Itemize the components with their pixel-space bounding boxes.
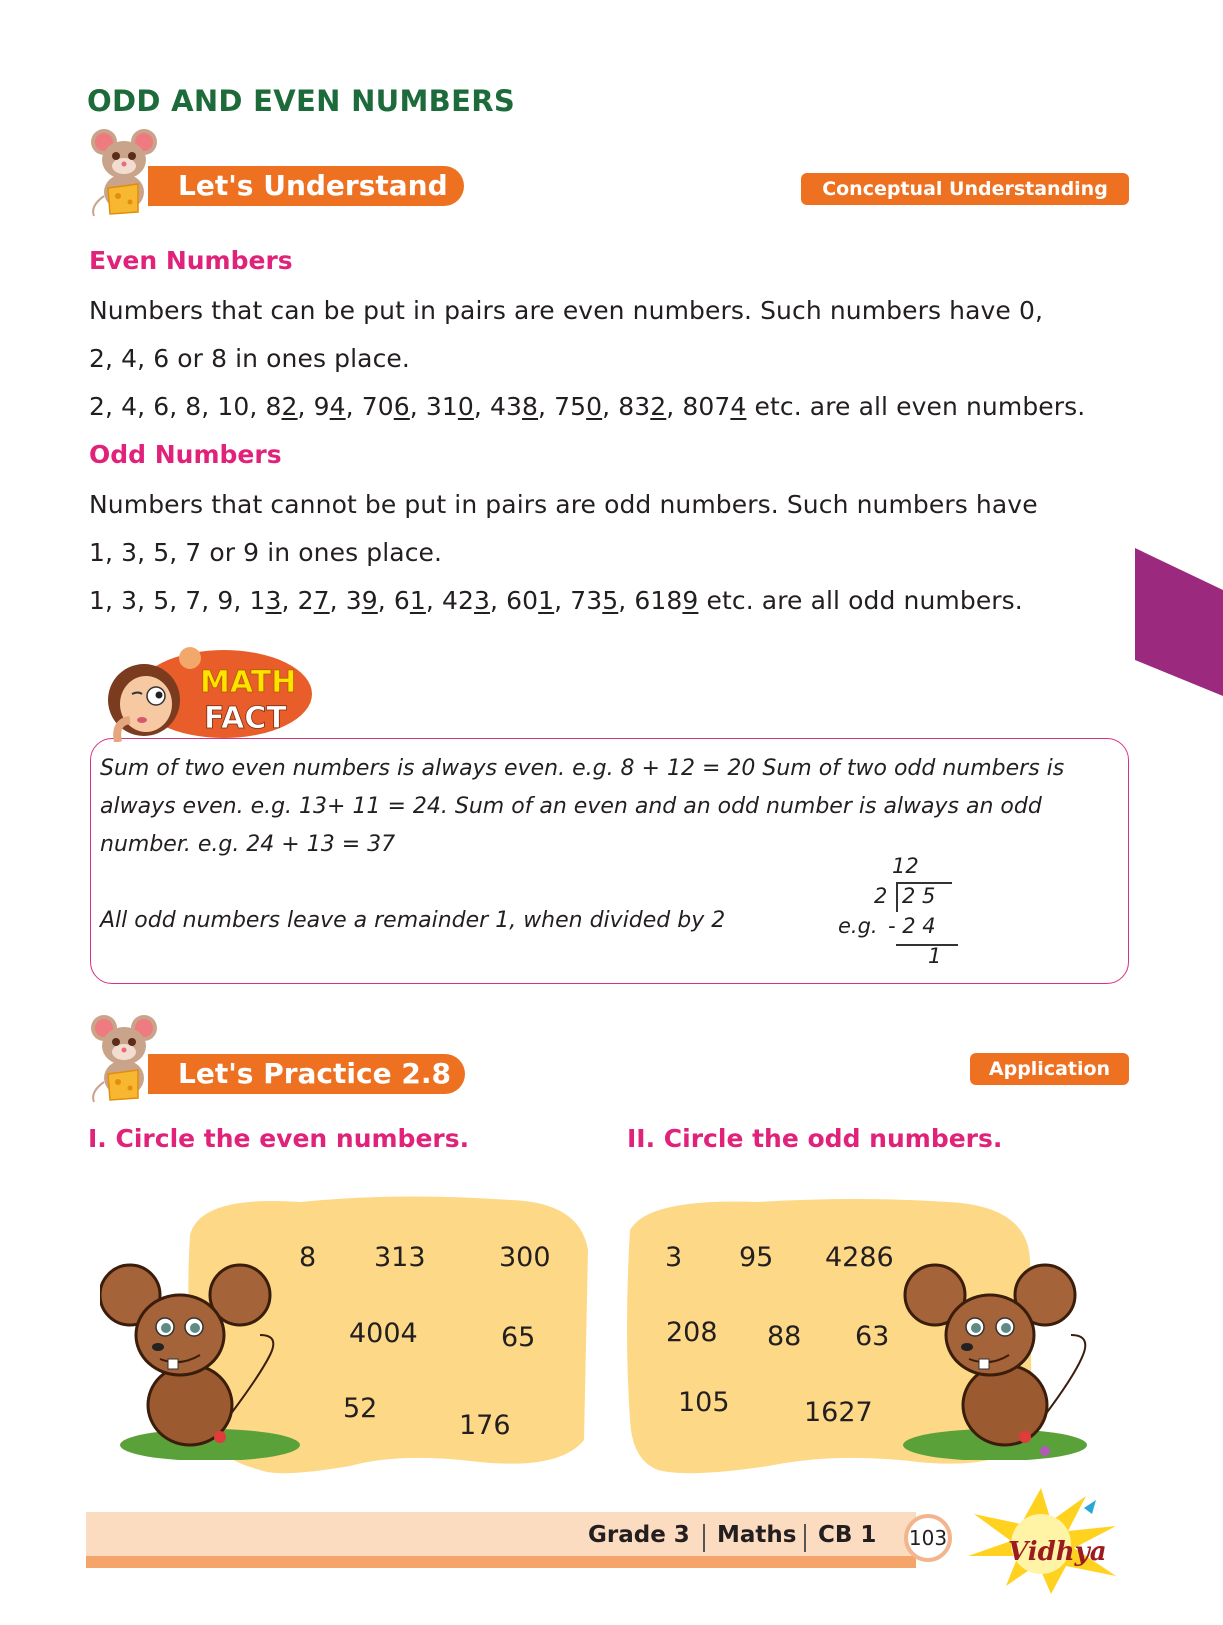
mouse-with-cheese-icon <box>86 1012 166 1104</box>
number-option[interactable]: 3 <box>665 1242 683 1273</box>
fact-line-1: Sum of two even numbers is always even. e.g. 8 + 12 = 20 Sum of two odd numbers is <box>100 756 1065 781</box>
svg-text:FACT: FACT <box>204 701 287 736</box>
lets-understand-banner <box>148 166 464 206</box>
odd-definition-line-1: Numbers that cannot be put in pairs are odd numbers. Such numbers have <box>89 490 1038 519</box>
number-option[interactable]: 4286 <box>825 1242 894 1273</box>
footer-subject: Maths <box>717 1522 797 1548</box>
banner-label: Let's Understand <box>178 169 448 202</box>
odd-examples: 1, 3, 5, 7, 9, 13, 27, 39, 61, 423, 601, 735, 6189 etc. are all odd numbers. <box>89 586 1023 615</box>
footer-book: CB 1 <box>818 1522 877 1548</box>
svg-text:MATH: MATH <box>200 665 297 700</box>
odd-definition-line-2: 1, 3, 5, 7 or 9 in ones place. <box>89 538 443 567</box>
even-definition-line-2: 2, 4, 6 or 8 in ones place. <box>89 344 410 373</box>
svg-text:Vidhya: Vidhya <box>1008 1537 1107 1567</box>
number-option[interactable]: 208 <box>666 1317 718 1348</box>
number-option[interactable]: 95 <box>739 1242 774 1273</box>
even-definition-line-1: Numbers that can be put in pairs are even numbers. Such numbers have 0, <box>89 296 1043 325</box>
question-2-heading: II. Circle the odd numbers. <box>627 1124 1003 1153</box>
brown-mouse-icon <box>895 1255 1095 1460</box>
conceptual-understanding-badge <box>801 173 1129 205</box>
badge-label: Conceptual Understanding <box>822 178 1108 200</box>
number-option[interactable]: 300 <box>499 1242 551 1273</box>
fact-line-3: number. e.g. 24 + 13 = 37 <box>100 832 396 857</box>
odd-numbers-heading: Odd Numbers <box>89 440 282 469</box>
footer-grade: Grade 3 <box>588 1522 690 1548</box>
application-badge <box>970 1053 1129 1085</box>
number-option[interactable]: 8 <box>299 1242 317 1273</box>
badge-label: Application <box>988 1058 1111 1080</box>
number-option[interactable]: 4004 <box>349 1318 418 1349</box>
lets-practice-banner <box>148 1054 465 1094</box>
question-1-heading: I. Circle the even numbers. <box>88 1124 470 1153</box>
number-option[interactable]: 176 <box>459 1410 511 1441</box>
even-numbers-heading: Even Numbers <box>89 246 293 275</box>
fact-line-2: always even. e.g. 13+ 11 = 24. Sum of an even and an odd number is always an odd <box>100 794 1042 819</box>
brown-mouse-icon <box>100 1255 300 1460</box>
number-option[interactable]: 52 <box>343 1393 378 1424</box>
page-number: 103 <box>904 1514 952 1562</box>
number-option[interactable]: 63 <box>855 1321 890 1352</box>
footer-divider <box>703 1524 705 1552</box>
number-option[interactable]: 1627 <box>804 1397 873 1428</box>
number-option[interactable]: 88 <box>767 1321 802 1352</box>
footer-divider <box>804 1524 806 1552</box>
long-division-example: 12 2 2 5 e.g. - 2 4 1 <box>830 854 970 964</box>
fact-line-4: All odd numbers leave a remainder 1, when divided by 2 <box>100 908 726 933</box>
page-title: ODD AND EVEN NUMBERS <box>87 84 516 118</box>
vidhya-logo-icon <box>956 1486 1126 1596</box>
number-option[interactable]: 313 <box>374 1242 426 1273</box>
number-option[interactable]: 105 <box>678 1387 730 1418</box>
banner-label: Let's Practice 2.8 <box>178 1057 451 1090</box>
even-examples: 2, 4, 6, 8, 10, 82, 94, 706, 310, 438, 750, 832, 8074 etc. are all even numbers. <box>89 392 1086 421</box>
footer-strip <box>86 1556 916 1568</box>
number-option[interactable]: 65 <box>501 1322 536 1353</box>
chapter-side-tab <box>1135 548 1223 696</box>
math-fact-badge-icon <box>94 646 314 742</box>
mouse-with-cheese-icon <box>86 126 166 218</box>
